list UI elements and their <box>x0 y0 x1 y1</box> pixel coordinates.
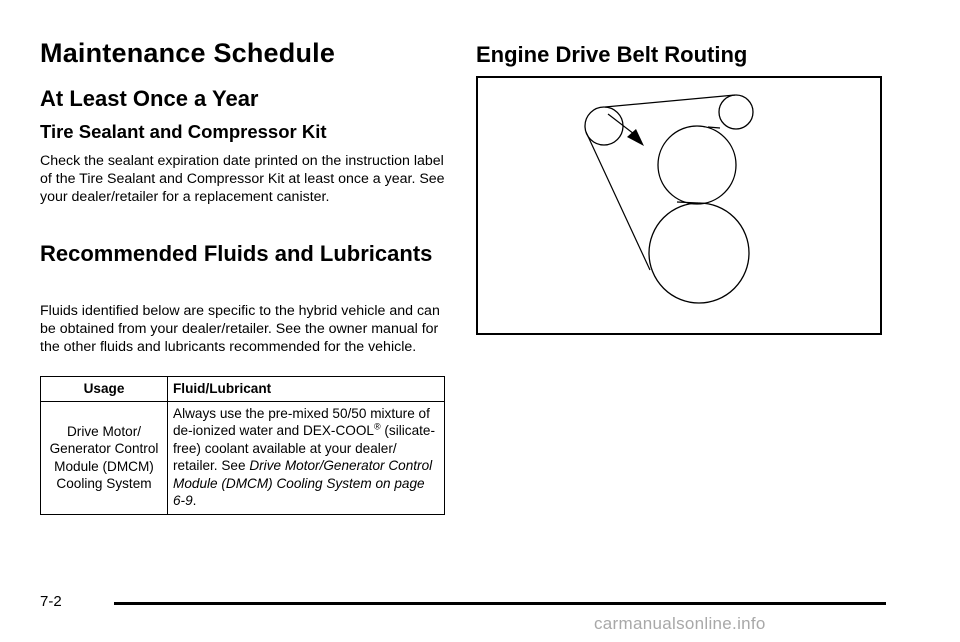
fluid-text-end: . <box>192 493 197 508</box>
belt-top-run <box>605 95 735 107</box>
idler-pulley <box>585 107 623 145</box>
footer-rule <box>114 602 886 605</box>
belt-routing-heading: Engine Drive Belt Routing <box>476 42 748 67</box>
section-heading-once-a-year: At Least Once a Year <box>40 86 259 111</box>
fluid-text-b: (silicate-free) coolant available at your dealer/ retailer. See <box>173 423 436 473</box>
table-cell-usage: Drive Motor/ Generator Control Module (DMCM) Cooling System <box>41 401 168 514</box>
tire-sealant-paragraph: Check the sealant expiration date printed on the instruction label of the Tire Sealant and Compressor Kit at least once a year. See your dealer/retailer for a replacement canister. <box>40 153 445 205</box>
table-cell-fluid <box>168 401 445 514</box>
page-number: 7-2 <box>40 593 62 610</box>
page-title: Maintenance Schedule <box>40 38 336 68</box>
registered-mark: ® <box>373 421 381 432</box>
top-right-pulley <box>719 95 753 129</box>
belt-routing-diagram <box>476 76 882 335</box>
section-heading-fluids: Recommended Fluids and Lubricants <box>40 241 433 266</box>
fluid-text-a: Always use the pre-mixed 50/50 mixture of de-ionized water and DEX-COOL <box>173 405 430 438</box>
fluids-paragraph: Fluids identified below are specific to the hybrid vehicle and can be obtained from your dealer/retailer. See the owner manual for the other fluids and lubricants recommended for the vehicle. <box>40 303 440 355</box>
table-header-usage: Usage <box>41 377 168 402</box>
belt-left-run <box>586 132 650 270</box>
table-header-fluid: Fluid/Lubricant <box>168 377 445 402</box>
belt-routing-svg <box>478 78 880 333</box>
rotation-arrow-head <box>627 129 644 146</box>
watermark: carmanualsonline.info <box>594 614 766 633</box>
table-row <box>41 401 445 514</box>
middle-pulley <box>658 126 736 204</box>
cross-reference-link: Drive Motor/Generator Control Module (DMCM) Cooling System on page 6-9 <box>173 458 433 508</box>
crankshaft-pulley <box>649 203 749 303</box>
table-header-row <box>41 377 445 402</box>
fluids-table <box>40 376 445 515</box>
section-heading-tire-sealant: Tire Sealant and Compressor Kit <box>40 121 327 142</box>
belt-lower-run <box>677 202 698 203</box>
